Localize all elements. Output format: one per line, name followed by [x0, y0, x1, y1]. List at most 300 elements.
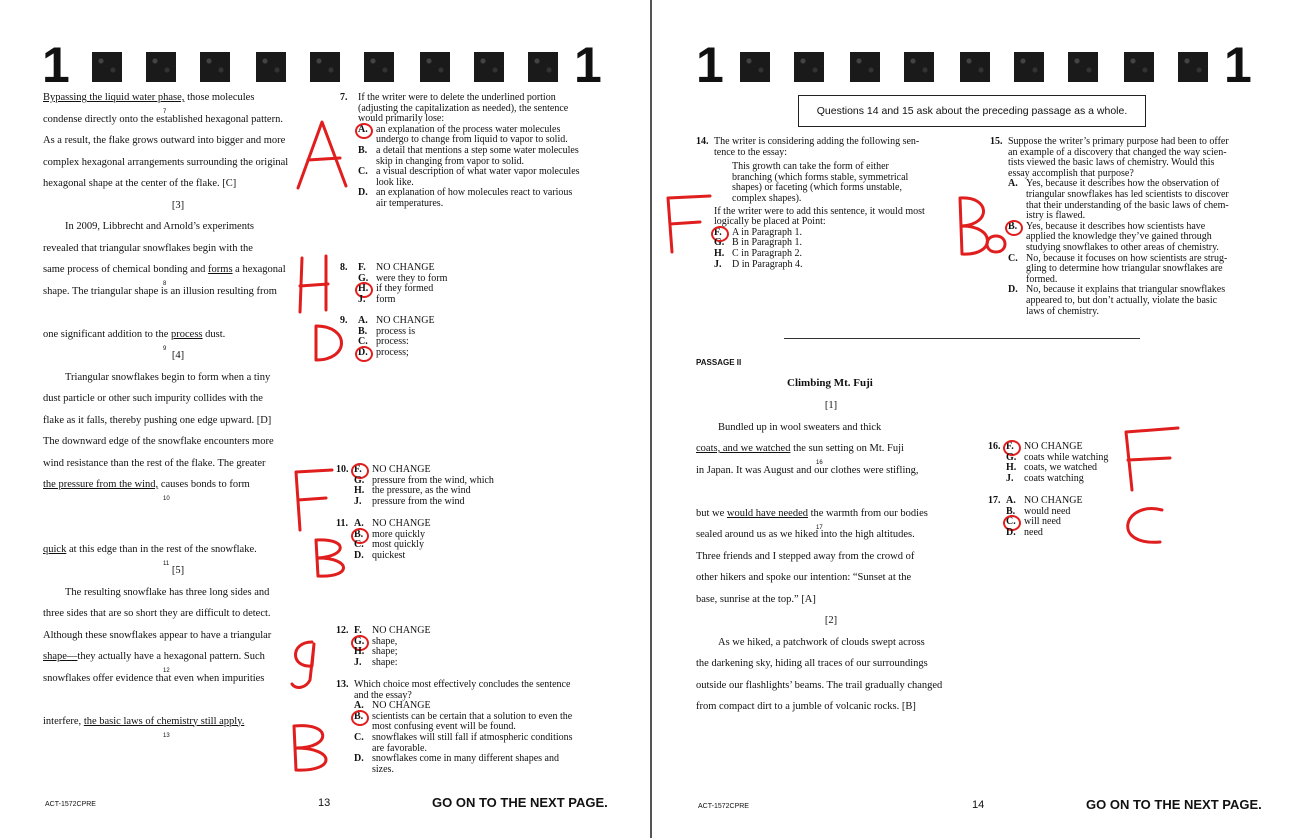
page-number: 14	[972, 799, 985, 811]
passage-line	[43, 625, 313, 647]
passage-line	[696, 546, 966, 568]
question-block	[340, 263, 610, 305]
option-text	[372, 733, 573, 754]
passage-text-run: flake as it falls, thereby pushing one edge upward. [D]	[43, 414, 272, 426]
answer-option-b[interactable]	[1008, 222, 1260, 254]
passage-text-run: same process of chemical bonding and	[43, 264, 209, 275]
option-text-line: Yes, because it describes how scientists have	[1026, 220, 1206, 232]
option-text-line: need	[1024, 526, 1043, 538]
option-letter: H.	[354, 485, 365, 497]
option-text-line: coats, we watched	[1024, 462, 1098, 474]
question-number: 8.	[340, 262, 348, 273]
passage-line	[43, 711, 313, 739]
option-text-line: form	[376, 293, 396, 305]
option-text-line: NO CHANGE	[372, 700, 431, 712]
option-text	[376, 146, 579, 167]
passage-line	[43, 195, 313, 217]
option-letter: A.	[1006, 495, 1016, 506]
option-text-line: more quickly	[372, 528, 426, 540]
answer-option-a[interactable]	[354, 519, 606, 530]
option-text-line: scientists can be certain that a solution to even the	[372, 710, 573, 722]
form-code: ACT-1572CPRE	[698, 803, 749, 810]
passage-line	[43, 238, 313, 260]
option-letter: J.	[714, 258, 722, 270]
option-letter: G.	[1006, 451, 1017, 463]
passage-text-run: causes bonds to form	[158, 479, 250, 490]
option-text-line: an explanation of how molecules react to various	[376, 187, 573, 199]
option-text-line: C in Paragraph 2.	[732, 247, 802, 259]
passage-line	[43, 173, 313, 195]
passage-line	[696, 696, 966, 718]
passage-line	[43, 474, 313, 502]
section-number-left: 1	[696, 37, 724, 93]
answer-option-d[interactable]	[358, 348, 610, 359]
underlined-portion: Bypassing the liquid water phase,	[43, 92, 185, 103]
question-block	[336, 519, 606, 561]
passage-line	[696, 460, 966, 482]
option-text-line: NO CHANGE	[372, 464, 431, 475]
underlined-portion: quick	[43, 543, 67, 555]
option-letter: C.	[358, 336, 368, 348]
answer-option-h[interactable]	[714, 249, 966, 260]
question-12	[336, 626, 606, 668]
option-text-line: coats watching	[1024, 472, 1084, 484]
option-letter: D.	[358, 187, 368, 199]
option-text	[376, 316, 435, 327]
option-text-line: the pressure, as the wind	[372, 485, 471, 497]
passage-line	[43, 87, 313, 115]
paragraph-spacer	[43, 517, 313, 539]
question-stem-line: The writer is considering adding the following sen-	[714, 136, 920, 147]
passage-text	[696, 395, 966, 718]
option-letter: C.	[1006, 516, 1016, 528]
passage-text-run: at this edge than in the rest of the snowflake.	[66, 543, 257, 555]
question-stem-line: Which choice most effectively concludes the sentence	[354, 679, 571, 690]
option-letter: D.	[1006, 526, 1016, 538]
passage-text-run: from compact dirt to a jumble of volcanic rocks. [B]	[696, 701, 916, 712]
option-letter: J.	[354, 656, 362, 668]
question-11	[336, 519, 606, 561]
option-letter: G.	[354, 635, 365, 647]
passage-line	[696, 417, 966, 439]
underlined-portion: forms	[208, 264, 233, 275]
passage-line	[696, 438, 966, 466]
question-number: 14.	[696, 136, 709, 147]
passage-line	[696, 610, 966, 632]
next-page-prompt: GO ON TO THE NEXT PAGE.	[1086, 797, 1262, 812]
passage-line	[696, 524, 966, 546]
option-letter: F.	[358, 262, 366, 273]
answer-option-a[interactable]	[1008, 179, 1260, 221]
question-number: 12.	[336, 625, 349, 636]
passage-line	[696, 632, 966, 654]
underlined-portion: process	[171, 328, 203, 340]
answer-option-a[interactable]	[358, 316, 610, 327]
underline-item-number: 8	[163, 281, 167, 287]
option-text	[376, 188, 572, 209]
underline-item-number: 17	[816, 524, 823, 531]
passage-text-run: one significant addition to the	[43, 328, 172, 340]
option-text	[372, 551, 405, 562]
question-stem-line: tence to the essay:	[714, 146, 788, 158]
question-number: 9.	[340, 315, 348, 326]
answer-option-c[interactable]	[1008, 254, 1260, 286]
passage-text-run: other hikers and spoke our intention: “Sunset at the	[696, 572, 912, 583]
quoted-sentence-line: This growth can take the form of either	[732, 161, 889, 173]
option-text-line: shape,	[372, 635, 398, 647]
passage-line	[696, 395, 966, 417]
option-letter: B.	[354, 710, 364, 722]
paragraph-spacer	[43, 689, 313, 711]
passage-text-run: outside our flashlights’ beams. The trail gradually changed	[696, 679, 943, 691]
question-number: 11.	[336, 518, 348, 529]
passage-line	[43, 152, 313, 174]
option-text	[1024, 474, 1084, 485]
passage-line	[696, 503, 966, 531]
option-text	[1026, 285, 1225, 317]
passage-line	[43, 431, 313, 453]
question-stem-line: would primarily lose:	[358, 113, 445, 125]
option-letter: B.	[1008, 220, 1018, 232]
section-number-right: 1	[574, 37, 602, 93]
passage-text-run: dust.	[202, 328, 226, 340]
question-number: 16.	[988, 441, 1001, 452]
option-text	[1026, 222, 1219, 254]
option-text-line: if they formed	[376, 283, 434, 295]
passage-line	[43, 646, 313, 674]
passage-text-run: those molecules	[184, 92, 255, 103]
passage-text-run: The resulting snowflake has three long sides and	[65, 586, 270, 598]
answer-option-j[interactable]	[714, 260, 966, 271]
answer-circle	[355, 123, 373, 139]
answer-option-f[interactable]	[354, 465, 606, 476]
option-text-line: a visual description of what water vapor molecules	[376, 166, 580, 178]
option-letter: C.	[354, 539, 364, 551]
option-text-line: Yes, because it describes how the observation of	[1026, 178, 1220, 190]
answer-option-b[interactable]	[354, 712, 608, 733]
passage-text-run: As we hiked, a patchwork of clouds swept across	[718, 636, 925, 648]
option-text	[1024, 528, 1043, 539]
form-code: ACT-1572CPRE	[45, 801, 96, 808]
question-stem-line: an example of a discovery that changed the way scien-	[1008, 146, 1227, 158]
answer-option-a[interactable]	[1006, 496, 1188, 507]
passage-line	[43, 410, 313, 432]
option-letter: C.	[1008, 252, 1018, 264]
underline-item-number: 13	[163, 732, 170, 739]
question-number: 10.	[336, 464, 349, 475]
option-text-line: NO CHANGE	[372, 518, 431, 529]
option-text-line: snowflakes will still fall if atmospheric conditions	[372, 731, 573, 743]
question-stem-line: If the writer were to delete the underlined portion	[358, 92, 556, 103]
passage-text-run: interfere,	[43, 715, 84, 727]
question-stem-line: (adjusting the capitalization as needed), the sentence	[358, 102, 569, 114]
answer-option-j[interactable]	[354, 497, 606, 508]
underline-item-number: 11	[163, 560, 170, 567]
passage-line	[43, 560, 313, 582]
section-rule	[784, 338, 1140, 339]
option-text	[1026, 254, 1227, 286]
answer-option-j[interactable]	[354, 658, 606, 669]
question-block	[336, 680, 608, 775]
passage-text-run: the sun setting on Mt. Fuji	[790, 443, 904, 454]
option-text-line: air temperatures.	[376, 197, 444, 209]
answer-option-d[interactable]	[358, 188, 610, 209]
option-text-line: a detail that mentions a step some water molecules	[376, 144, 579, 156]
option-letter: A.	[354, 518, 364, 529]
underlined-portion: coats, and we watched	[696, 443, 791, 454]
option-letter: A.	[354, 700, 364, 712]
option-text	[372, 626, 431, 637]
option-letter: H.	[354, 646, 365, 658]
passage-text-run: condense directly onto the established hexagonal pattern.	[43, 113, 283, 125]
answer-option-f[interactable]	[1006, 442, 1188, 453]
option-text-line: laws of chemistry.	[1026, 305, 1099, 317]
option-text	[372, 465, 431, 476]
passage-line	[43, 109, 313, 131]
option-text-line: studying snowflakes to other areas of chemistry.	[1026, 241, 1219, 253]
passage-line	[43, 582, 313, 604]
option-text-line: No, because it explains that triangular snowflakes	[1026, 284, 1226, 296]
passage-line	[43, 388, 313, 410]
underline-item-number: 12	[163, 668, 170, 674]
quoted-sentence-line: shapes) or faceting (which forms unstable,	[732, 182, 902, 194]
underline-item-number: 7	[163, 109, 167, 115]
option-text-line: quickest	[372, 549, 406, 561]
option-letter: F.	[354, 464, 362, 475]
passage-text-run: Bundled up in wool sweaters and thick	[718, 421, 882, 433]
option-text-line: shape:	[372, 656, 398, 668]
question-15	[990, 137, 1260, 317]
quoted-sentence-line: complex shapes).	[732, 192, 802, 204]
passage-line	[696, 567, 966, 589]
option-letter: A.	[1008, 178, 1018, 190]
option-text	[376, 295, 395, 306]
underlined-portion: the pressure from the wind,	[43, 479, 159, 490]
question-10	[336, 465, 606, 507]
paragraph-spacer	[43, 302, 313, 324]
question-16	[988, 442, 1188, 484]
passage-text-run: base, sunrise at the top.” [A]	[696, 593, 816, 605]
question-stem-line: logically be placed at Point:	[714, 216, 826, 228]
answer-option-c[interactable]	[354, 733, 608, 754]
quoted-sentence-line: branching (which forms stable, symmetrical	[732, 171, 909, 183]
option-text-line: pressure from the wind, which	[372, 474, 494, 486]
underline-item-number: 10	[163, 496, 170, 502]
option-text-line: No, because it focuses on how scientists are strug-	[1026, 252, 1228, 264]
option-text-line: will need	[1024, 516, 1061, 528]
underline-item-number: 9	[163, 345, 167, 352]
passage-text-run: Although these snowflakes appear to have a triangular	[43, 629, 272, 641]
option-text-line: triangular snowflakes has led scientists to discover	[1026, 188, 1229, 200]
option-letter: G.	[358, 272, 369, 284]
question-17	[988, 496, 1188, 538]
passage-line	[43, 345, 313, 367]
passage-line	[696, 653, 966, 675]
question-9	[340, 316, 610, 358]
option-text-line: look like.	[376, 176, 414, 188]
question-number: 17.	[988, 495, 1001, 506]
question-stem-line: Suppose the writer’s primary purpose had been to offer	[1008, 136, 1229, 147]
answer-option-b[interactable]	[358, 146, 610, 167]
passage-line	[43, 603, 313, 625]
passage-text-run: complex hexagonal arrangements surrounding the original	[43, 156, 289, 168]
option-letter: D.	[354, 549, 364, 561]
option-text-line: process;	[376, 346, 409, 358]
option-text	[732, 249, 802, 260]
option-text-line: snowflakes come in many different shapes and	[372, 753, 559, 765]
passage-text-run: a hexagonal	[232, 264, 286, 275]
question-number: 7.	[340, 92, 348, 103]
option-text-line: A in Paragraph 1.	[732, 226, 802, 238]
passage-label: PASSAGE II	[696, 358, 742, 367]
answer-option-j[interactable]	[1006, 474, 1188, 485]
option-text	[372, 519, 431, 530]
passage-text	[43, 87, 313, 739]
question-block	[336, 626, 606, 668]
option-text	[1026, 179, 1229, 221]
option-letter: H.	[358, 283, 369, 295]
option-letter: F.	[714, 226, 722, 238]
option-text-line: most confusing event will be found.	[372, 721, 516, 733]
option-letter: A.	[358, 123, 368, 135]
option-text-line: istry is flawed.	[1026, 210, 1086, 222]
passage-text-run: the warmth from our bodies	[807, 507, 928, 519]
underline-item-number: 16	[816, 460, 823, 466]
answer-option-j[interactable]	[358, 295, 610, 306]
passage-line	[43, 281, 313, 303]
option-text	[376, 125, 568, 146]
passage-line	[696, 589, 966, 611]
option-text-line: NO CHANGE	[1024, 495, 1083, 506]
passage-text-run: hexagonal shape at the center of the flake. [C]	[43, 178, 237, 189]
option-text-line: an explanation of the process water molecules	[376, 123, 561, 135]
answer-circle	[1005, 220, 1023, 236]
option-letter: B.	[358, 144, 368, 156]
passage-line	[43, 324, 313, 352]
answer-option-d[interactable]	[1008, 285, 1260, 317]
page-14	[652, 0, 1296, 838]
passage-line	[43, 130, 313, 152]
option-letter: C.	[354, 731, 364, 743]
passage-text-run: in Japan. It was August and our clothes were stifling,	[696, 464, 919, 476]
question-stem-line: tists viewed the basic laws of chemistry. Would this	[1008, 157, 1215, 169]
answer-option-f[interactable]	[358, 263, 610, 274]
question-block	[340, 93, 610, 210]
answer-option-h[interactable]	[358, 284, 610, 295]
passage-text-run: shape. The triangular shape is an illusion resulting from	[43, 285, 277, 297]
option-text-line: formed.	[1026, 273, 1058, 285]
option-text	[372, 497, 464, 508]
option-letter: B.	[1006, 505, 1016, 517]
passage-text-run: dust particle or other such impurity collides with the	[43, 393, 263, 404]
option-letter: F.	[1006, 441, 1014, 452]
underlined-portion: shape—	[43, 651, 78, 662]
question-block	[988, 496, 1188, 538]
answer-circle	[351, 710, 369, 726]
passage-text-run: The downward edge of the snowflake encounters more	[43, 436, 274, 447]
question-block	[336, 465, 606, 507]
passage-text-run: In 2009, Libbrecht and Arnold’s experiments	[65, 221, 254, 232]
option-letter: C.	[358, 166, 368, 178]
question-7	[340, 93, 610, 210]
section-number-right: 1	[1224, 37, 1252, 93]
option-letter: D.	[354, 753, 364, 765]
passage-line	[43, 367, 313, 389]
option-text-line: most quickly	[372, 539, 424, 551]
answer-option-c[interactable]	[358, 167, 610, 188]
option-text-line: B in Paragraph 1.	[732, 237, 802, 249]
passage-text-run: snowflakes offer evidence that even when impurities	[43, 672, 265, 684]
option-text-line: applied the knowledge they’ve gained through	[1026, 231, 1212, 243]
passage-line	[43, 539, 313, 567]
question-block	[988, 442, 1188, 484]
option-text	[372, 712, 572, 733]
page-number: 13	[318, 797, 331, 809]
question-number: 13.	[336, 679, 349, 690]
option-letter: H.	[714, 247, 725, 259]
answer-option-a[interactable]	[358, 125, 610, 146]
option-letter: H.	[1006, 462, 1017, 474]
option-letter: D.	[358, 346, 368, 358]
option-text-line: NO CHANGE	[376, 315, 435, 326]
next-page-prompt: GO ON TO THE NEXT PAGE.	[432, 795, 608, 810]
option-text-line: shape;	[372, 646, 398, 658]
option-text-line: are favorable.	[372, 742, 427, 754]
option-text-line: D in Paragraph 4.	[732, 258, 803, 270]
question-13	[336, 680, 608, 775]
option-text-line: that their understanding of the basic laws of chem-	[1026, 199, 1229, 211]
answer-option-d[interactable]	[1006, 528, 1188, 539]
passage-title: Climbing Mt. Fuji	[787, 377, 873, 389]
answer-option-d[interactable]	[354, 551, 606, 562]
option-text	[1024, 442, 1083, 453]
passage-text-run: As a result, the flake grows outward into bigger and more	[43, 135, 286, 146]
option-letter: F.	[354, 625, 362, 636]
option-letter: G.	[714, 237, 725, 249]
option-letter: D.	[1008, 284, 1018, 296]
paragraph-spacer	[43, 496, 313, 518]
section-number-left: 1	[42, 37, 70, 93]
passage-text-run: wind resistance than the rest of the flake. The greater	[43, 457, 266, 469]
passage-text-run: revealed that triangular snowflakes begin with the	[43, 242, 253, 254]
option-text	[376, 167, 580, 188]
underlined-portion: would have needed	[726, 507, 808, 519]
passage-text-run: [1]	[824, 400, 838, 411]
option-text	[1024, 496, 1083, 507]
option-text	[376, 263, 435, 274]
option-text	[372, 754, 559, 775]
question-14	[696, 137, 966, 270]
option-text-line: sizes.	[372, 763, 394, 775]
option-text-line: were they to form	[376, 272, 448, 284]
answer-option-d[interactable]	[354, 754, 608, 775]
option-text-line: coats while watching	[1024, 451, 1109, 463]
underlined-portion: the basic laws of chemistry still apply.	[83, 715, 245, 727]
passage-line	[43, 216, 313, 238]
question-number: 15.	[990, 136, 1003, 147]
option-text	[372, 658, 398, 669]
option-text-line: pressure from the wind	[372, 495, 465, 507]
question-block	[990, 137, 1260, 317]
answer-option-f[interactable]	[354, 626, 606, 637]
passage-text-run: Triangular snowflakes begin to form when a tiny	[65, 371, 271, 383]
passage-line	[43, 668, 313, 690]
passage-text-run: [2]	[824, 615, 838, 626]
option-text-line: skip in changing from vapor to solid.	[376, 155, 525, 167]
option-text-line: NO CHANGE	[372, 625, 431, 636]
passage-line	[696, 675, 966, 697]
question-stem-line: essay accomplish that purpose?	[1008, 167, 1134, 179]
